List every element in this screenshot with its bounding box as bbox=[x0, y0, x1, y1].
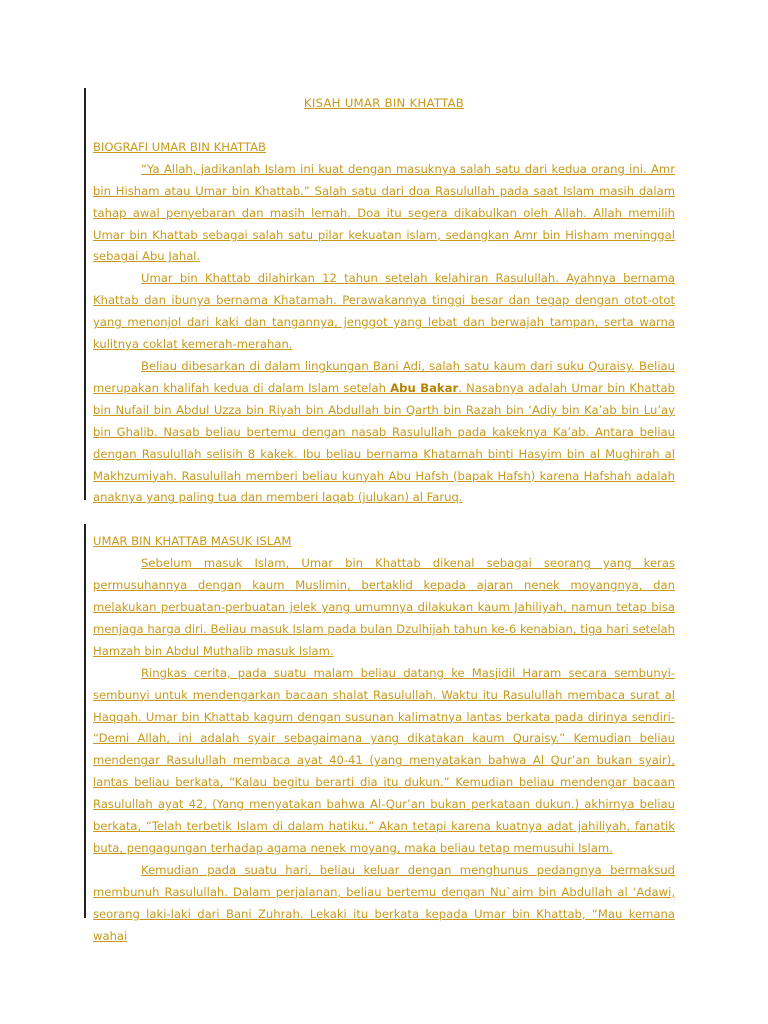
abu-bakar-link[interactable]: Abu Bakar bbox=[390, 380, 459, 395]
paragraph: Sebelum masuk Islam, Umar bin Khattab dikenal sebagai seorang yang keras permusuhannya dengan kaum Muslimin, bertaklid kepada ajaran nenek moyangnya, dan melakukan perbuatan-perbuatan jelek yang umumnya dilakukan kaum Jahiliyah, namun tetap bisa menjaga harga diri. Beliau masuk Islam pada bulan Dzulhijah tahun ke-6 kenabian, tiga hari setelah Hamzah bin Abdul Muthalib masuk Islam. bbox=[93, 556, 675, 658]
section-heading: BIOGRAFI UMAR BIN KHATTAB bbox=[93, 139, 266, 154]
paragraph: “Ya Allah, jadikanlah Islam ini kuat dengan masuknya salah satu dari kedua orang ini. Amr bin Hisham atau Umar bin Khattab.” Salah satu dari doa Rasulullah pada saat Islam masih dalam tahap awal penyebaran dan masih lemah. Doa itu segera dikabulkan oleh Allah. Allah memilih Umar bin Khattab sebagai salah satu pilar kekuatan islam, sedangkan Amr bin Hisham meninggal sebagai Abu Jahal. bbox=[93, 161, 675, 264]
document-body bbox=[93, 93, 675, 948]
paragraph: Umar bin Khattab dilahirkan 12 tahun setelah kelahiran Rasulullah. Ayahnya bernama Khattab dan ibunya bernama Khatamah. Perawakannya tinggi besar dan tegap dengan otot-otot yang menonjol dari kaki dan tangannya, jenggot yang lebat dan berwajah tampan, serta warna kulitnya coklat kemerah-merahan. bbox=[93, 271, 675, 352]
revision-margin-bar bbox=[84, 88, 86, 500]
paragraph: Ringkas cerita, pada suatu malam beliau datang ke Masjidil Haram secara sembunyi-sembunyi untuk mendengarkan bacaan shalat Rasulullah. Waktu itu Rasulullah membaca surat al Haqqah. Umar bin Khattab kagum dengan susunan kalimatnya lantas berkata pada dirinya sendiri- “Demi Allah, ini adalah syair sebagaimana yang dikatakan kaum Quraisy.” Kemudian beliau mendengar Rasulullah membaca ayat 40-41 (yang menyatakan bahwa Al Qur’an bukan syair), lantas beliau berkata, “Kalau begitu berarti dia itu dukun.” Kemudian beliau mendengar bacaan Rasulullah ayat 42, (Yang menyatakan bahwa Al-Qur’an bukan perkataan dukun.) akhirnya beliau berkata, “Telah terbetik Islam di dalam hatiku.” Akan tetapi karena kuatnya adat jahiliyah, fanatik buta, pengagungan terhadap agama nenek moyang, maka beliau tetap memusuhi Islam. bbox=[93, 665, 675, 855]
section-heading: UMAR BIN KHATTAB MASUK ISLAM bbox=[93, 534, 292, 549]
paragraph: Kemudian pada suatu hari, beliau keluar dengan menghunus pedangnya bermaksud membunuh Rasulullah. Dalam perjalanan, beliau bertemu dengan Nu`aim bin Abdullah al ‘Adawi, seorang laki-laki dari Bani Zuhrah. Lekaki itu berkata kepada Umar bin Khattab, “Mau kemana wahai bbox=[93, 862, 675, 943]
section-biografi bbox=[93, 137, 675, 509]
document-title: KISAH UMAR BIN KHATTAB bbox=[303, 96, 465, 110]
section-spacer bbox=[93, 509, 675, 531]
revision-margin-bar bbox=[84, 524, 86, 918]
section-masuk-islam bbox=[93, 531, 675, 947]
paragraph-text: . Nasabnya adalah Umar bin Khattab bin Nufail bin Abdul Uzza bin Riyah bin Abdullah bin Qarth bin Razah bin ‘Adiy bin Ka’ab bin Lu’ay bin Ghalib. Nasab beliau bertemu dengan nasab Rasulullah pada kakeknya Ka’ab. Antara beliau dengan Rasulullah selisih 8 kakek. Ibu beliau bernama Khatamah binti Hasyim bin al Mughirah al Makhzumiyah. Rasulullah memberi beliau kunyah Abu Hafsh (bapak Hafsh) karena Hafshah adalah anaknya yang paling tua dan memberi laqab (julukan) al Faruq. bbox=[93, 380, 676, 505]
paragraph bbox=[93, 356, 675, 509]
paragraph-text: Beliau dibesarkan di dalam lingkungan Bani Adi, salah satu kaum dari suku Quraisy. Beliau merupakan khalifah kedua di dalam Islam setelah bbox=[93, 358, 675, 395]
